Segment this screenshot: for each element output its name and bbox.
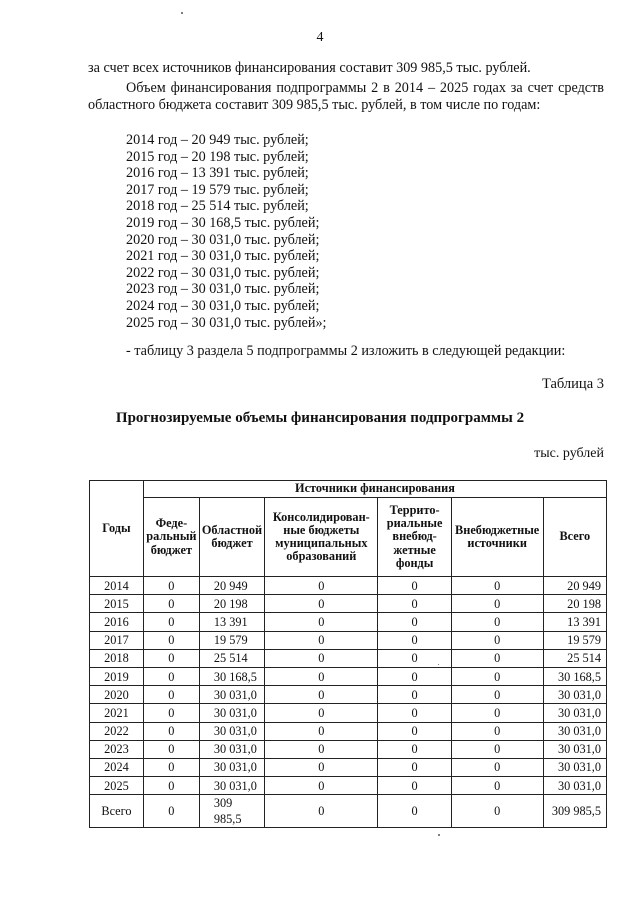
header-total: Всего <box>543 498 606 577</box>
year-funding-line: 2017 год – 19 579 тыс. рублей; <box>126 181 309 198</box>
cell-territorial: 0 <box>378 649 451 667</box>
instruction-text: - таблицу 3 раздела 5 подпрограммы 2 изложить в следующей редакции: <box>126 343 566 359</box>
cell-municipal: 0 <box>265 795 378 828</box>
cell-federal: 0 <box>143 795 199 828</box>
cell-federal: 0 <box>143 722 199 740</box>
cell-regional: 30 168,5 <box>199 667 264 685</box>
cell-total: 20 949 <box>543 577 606 595</box>
year-funding-line: 2022 год – 30 031,0 тыс. рублей; <box>126 264 320 281</box>
table-row <box>90 631 607 649</box>
cell-total: 30 031,0 <box>543 722 606 740</box>
table-row <box>90 577 607 595</box>
cell-year: 2021 <box>90 704 144 722</box>
cell-extrabudgetary: 0 <box>451 667 543 685</box>
cell-federal: 0 <box>143 777 199 795</box>
table-row <box>90 758 607 776</box>
funding-table <box>89 480 607 828</box>
cell-total: 30 031,0 <box>543 758 606 776</box>
year-funding-line: 2021 год – 30 031,0 тыс. рублей; <box>126 248 320 265</box>
cell-municipal: 0 <box>265 758 378 776</box>
cell-total: 30 031,0 <box>543 686 606 704</box>
year-funding-line: 2018 год – 25 514 тыс. рублей; <box>126 198 309 215</box>
cell-municipal: 0 <box>265 704 378 722</box>
cell-regional: 30 031,0 <box>199 777 264 795</box>
cell-municipal: 0 <box>265 631 378 649</box>
cell-extrabudgetary: 0 <box>451 613 543 631</box>
scan-speck <box>438 664 439 665</box>
cell-year: 2024 <box>90 758 144 776</box>
cell-year: 2014 <box>90 577 144 595</box>
cell-municipal: 0 <box>265 577 378 595</box>
table-row <box>90 722 607 740</box>
cell-extrabudgetary: 0 <box>451 795 543 828</box>
paragraph-funding-regional: Объем финансирования подпрограммы 2 в 2014 – 2025 годах за счет средств областного бюджета составит 309 985,5 тыс. рублей, в том числе по годам: <box>88 80 604 113</box>
table-row <box>90 795 607 828</box>
cell-territorial: 0 <box>378 777 451 795</box>
year-funding-line: 2016 год – 13 391 тыс. рублей; <box>126 165 309 182</box>
cell-regional: 20 949 <box>199 577 264 595</box>
cell-year: Всего <box>90 795 144 828</box>
year-funding-line: 2015 год – 20 198 тыс. рублей; <box>126 148 309 165</box>
cell-territorial: 0 <box>378 595 451 613</box>
cell-municipal: 0 <box>265 667 378 685</box>
scan-speck <box>181 12 183 14</box>
cell-federal: 0 <box>143 758 199 776</box>
cell-regional: 30 031,0 <box>199 686 264 704</box>
cell-extrabudgetary: 0 <box>451 704 543 722</box>
year-funding-line: 2025 год – 30 031,0 тыс. рублей»; <box>126 314 327 331</box>
header-federal-budget: Феде- ральный бюджет <box>143 498 199 577</box>
cell-regional: 13 391 <box>199 613 264 631</box>
cell-year: 2022 <box>90 722 144 740</box>
cell-total: 30 031,0 <box>543 777 606 795</box>
cell-territorial: 0 <box>378 740 451 758</box>
cell-territorial: 0 <box>378 577 451 595</box>
cell-territorial: 0 <box>378 704 451 722</box>
cell-regional: 25 514 <box>199 649 264 667</box>
cell-federal: 0 <box>143 704 199 722</box>
cell-municipal: 0 <box>265 686 378 704</box>
cell-federal: 0 <box>143 686 199 704</box>
table-row <box>90 686 607 704</box>
cell-year: 2019 <box>90 667 144 685</box>
cell-federal: 0 <box>143 667 199 685</box>
header-territorial-funds: Террито- риальные внебюд- жетные фонды <box>378 498 451 577</box>
table-label: Таблица 3 <box>541 376 604 392</box>
cell-federal: 0 <box>143 595 199 613</box>
cell-regional: 309 985,5 <box>199 795 264 828</box>
cell-territorial: 0 <box>378 758 451 776</box>
cell-extrabudgetary: 0 <box>451 758 543 776</box>
cell-regional: 30 031,0 <box>199 758 264 776</box>
cell-federal: 0 <box>143 577 199 595</box>
cell-extrabudgetary: 0 <box>451 740 543 758</box>
year-funding-line: 2020 год – 30 031,0 тыс. рублей; <box>126 231 320 248</box>
cell-territorial: 0 <box>378 686 451 704</box>
cell-territorial: 0 <box>378 795 451 828</box>
cell-extrabudgetary: 0 <box>451 649 543 667</box>
table-row <box>90 740 607 758</box>
cell-total: 30 168,5 <box>543 667 606 685</box>
table-row <box>90 649 607 667</box>
cell-municipal: 0 <box>265 649 378 667</box>
cell-territorial: 0 <box>378 667 451 685</box>
cell-total: 19 579 <box>543 631 606 649</box>
table-row <box>90 613 607 631</box>
year-funding-line: 2014 год – 20 949 тыс. рублей; <box>126 132 309 148</box>
cell-extrabudgetary: 0 <box>451 777 543 795</box>
table-row <box>90 667 607 685</box>
cell-federal: 0 <box>143 631 199 649</box>
paragraph-funding-total: за счет всех источников финансирования составит 309 985,5 тыс. рублей. <box>88 60 531 76</box>
header-years: Годы <box>90 481 144 577</box>
cell-federal: 0 <box>143 740 199 758</box>
cell-municipal: 0 <box>265 613 378 631</box>
cell-year: 2023 <box>90 740 144 758</box>
year-funding-line: 2019 год – 30 168,5 тыс. рублей; <box>126 214 320 231</box>
cell-total: 30 031,0 <box>543 704 606 722</box>
cell-total: 30 031,0 <box>543 740 606 758</box>
cell-year: 2018 <box>90 649 144 667</box>
scan-speck <box>438 834 440 836</box>
cell-municipal: 0 <box>265 740 378 758</box>
cell-municipal: 0 <box>265 595 378 613</box>
cell-year: 2015 <box>90 595 144 613</box>
cell-regional: 19 579 <box>199 631 264 649</box>
cell-regional: 30 031,0 <box>199 704 264 722</box>
cell-year: 2017 <box>90 631 144 649</box>
header-regional-budget: Областной бюджет <box>199 498 264 577</box>
year-funding-line: 2024 год – 30 031,0 тыс. рублей; <box>126 297 320 314</box>
cell-total: 25 514 <box>543 649 606 667</box>
cell-federal: 0 <box>143 613 199 631</box>
cell-regional: 30 031,0 <box>199 740 264 758</box>
header-extrabudgetary-sources: Внебюджетные источники <box>451 498 543 577</box>
year-funding-list <box>126 132 327 331</box>
cell-regional: 30 031,0 <box>199 722 264 740</box>
year-funding-line: 2023 год – 30 031,0 тыс. рублей; <box>126 281 320 298</box>
cell-extrabudgetary: 0 <box>451 686 543 704</box>
cell-territorial: 0 <box>378 613 451 631</box>
cell-year: 2020 <box>90 686 144 704</box>
cell-extrabudgetary: 0 <box>451 595 543 613</box>
table-row <box>90 704 607 722</box>
cell-extrabudgetary: 0 <box>451 631 543 649</box>
table-row <box>90 777 607 795</box>
cell-regional: 20 198 <box>199 595 264 613</box>
table-row <box>90 595 607 613</box>
cell-total: 13 391 <box>543 613 606 631</box>
header-municipal-budgets: Консолидирован- ные бюджеты муниципальных образований <box>265 498 378 577</box>
cell-extrabudgetary: 0 <box>451 722 543 740</box>
units-label: тыс. рублей <box>534 446 604 461</box>
cell-municipal: 0 <box>265 777 378 795</box>
cell-municipal: 0 <box>265 722 378 740</box>
cell-year: 2016 <box>90 613 144 631</box>
cell-territorial: 0 <box>378 722 451 740</box>
cell-year: 2025 <box>90 777 144 795</box>
cell-total: 20 198 <box>543 595 606 613</box>
cell-extrabudgetary: 0 <box>451 577 543 595</box>
cell-total: 309 985,5 <box>543 795 606 828</box>
cell-federal: 0 <box>143 649 199 667</box>
cell-territorial: 0 <box>378 631 451 649</box>
header-funding-sources: Источники финансирования <box>143 481 606 498</box>
page-number: 4 <box>316 30 324 45</box>
table-title: Прогнозируемые объемы финансирования подпрограммы 2 <box>115 410 525 426</box>
